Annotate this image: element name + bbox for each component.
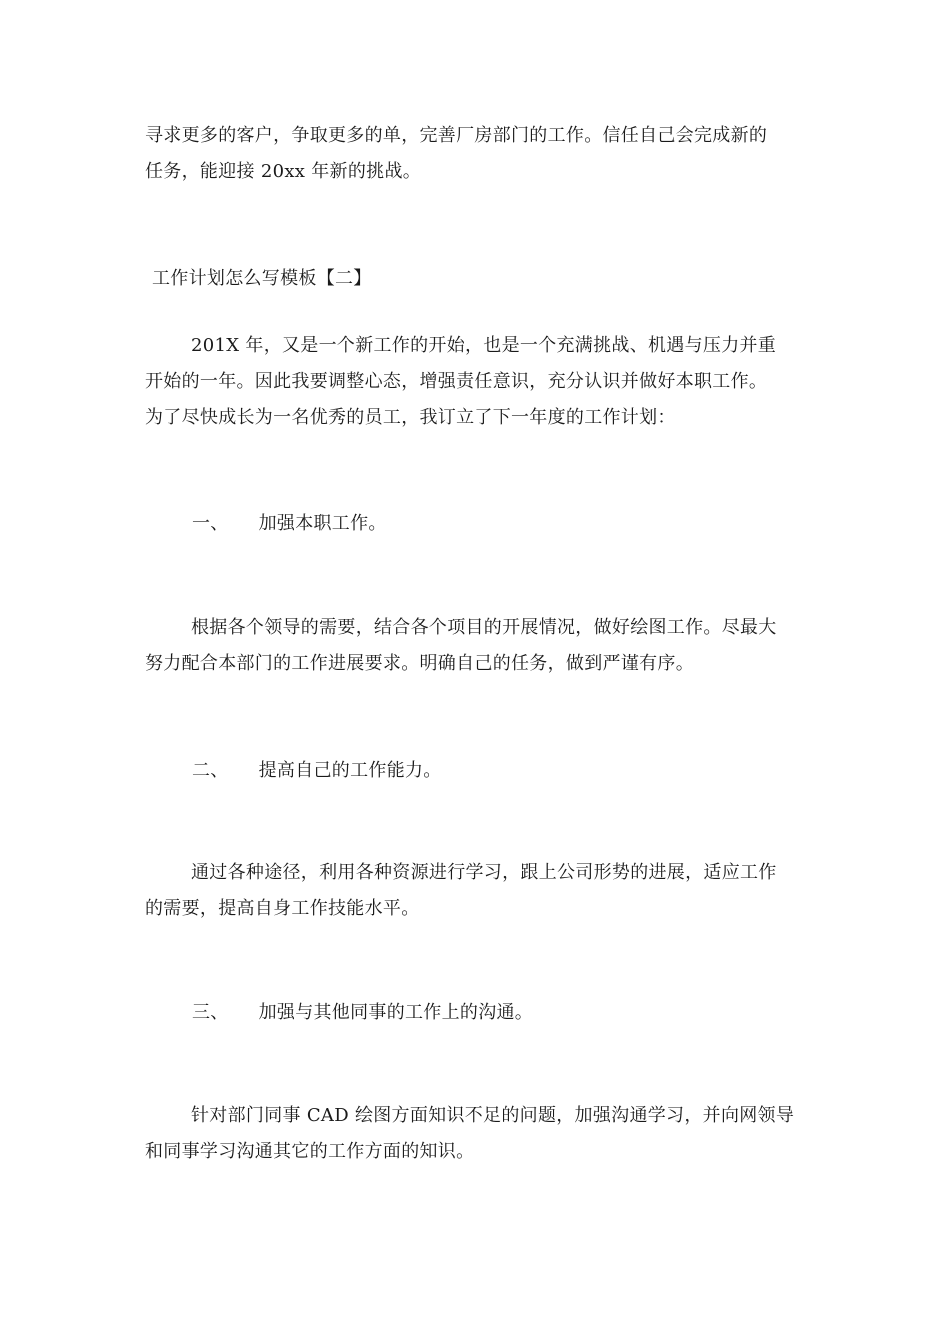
item-1-body — [145, 610, 810, 682]
item-2-body — [145, 855, 810, 927]
item-1-number: 一、 — [192, 513, 229, 534]
section-title-text: 工作计划怎么写模板【二】 — [152, 268, 372, 289]
item-3-body — [145, 1098, 810, 1170]
opening-line-3: 为了尽快成长为一名优秀的员工，我订立了下一年度的工作计划： — [145, 407, 676, 428]
item-2-heading — [192, 753, 857, 789]
item-1-heading — [192, 506, 857, 542]
item-1-body-line-1: 根据各个领导的需要，结合各个项目的开展情况，做好绘图工作。尽最大 — [191, 617, 777, 638]
item-3-body-line-2: 和同事学习沟通其它的工作方面的知识。 — [145, 1141, 475, 1162]
opening-line-1: 201X 年，又是一个新工作的开始，也是一个充满挑战、机遇与压力并重 — [191, 335, 777, 356]
section-title — [152, 261, 817, 297]
item-2-number: 二、 — [192, 760, 229, 781]
item-2-body-line-1: 通过各种途径，利用各种资源进行学习，跟上公司形势的进展，适应工作 — [191, 862, 777, 883]
item-3-number: 三、 — [192, 1002, 229, 1023]
opening-line-2: 开始的一年。因此我要调整心态，增强责任意识，充分认识并做好本职工作。 — [145, 371, 768, 392]
intro-line-2: 任务，能迎接 20xx 年新的挑战。 — [145, 161, 422, 182]
intro-line-1: 寻求更多的客户，争取更多的单，完善厂房部门的工作。信任自己会完成新的 — [145, 125, 768, 146]
item-3-heading — [192, 995, 857, 1031]
opening-paragraph — [145, 328, 810, 436]
item-3-body-line-1: 针对部门同事 CAD 绘图方面知识不足的问题，加强沟通学习，并向网领导 — [191, 1105, 795, 1126]
item-1-heading-text: 加强本职工作。 — [258, 513, 387, 534]
item-2-body-line-2: 的需要，提高自身工作技能水平。 — [145, 898, 420, 919]
item-1-body-line-2: 努力配合本部门的工作进展要求。明确自己的任务，做到严谨有序。 — [145, 653, 694, 674]
item-2-heading-text: 提高自己的工作能力。 — [258, 760, 442, 781]
item-3-heading-text: 加强与其他同事的工作上的沟通。 — [258, 1002, 534, 1023]
intro-paragraph — [145, 118, 810, 190]
